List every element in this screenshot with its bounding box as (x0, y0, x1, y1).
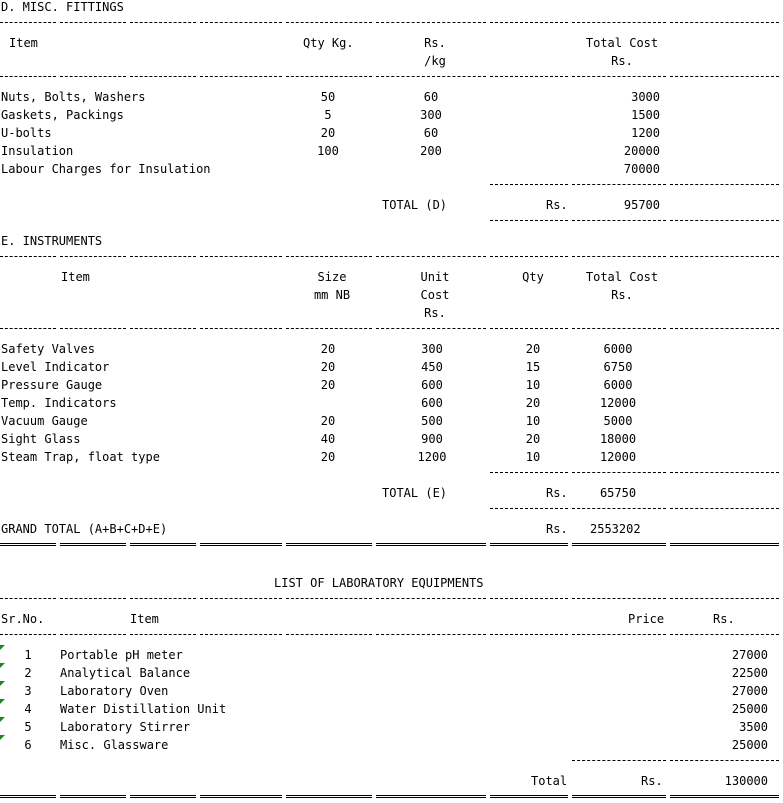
cell-border (60, 328, 126, 329)
lab-item: Water Distillation Unit (60, 702, 227, 716)
cell-border (670, 76, 779, 77)
lab-header-price: Price (628, 612, 665, 626)
instrument-qty: 20 (525, 342, 541, 356)
cell-border (286, 543, 372, 546)
cell-border (572, 760, 666, 761)
lab-price: 27000 (731, 684, 768, 698)
cell-border (572, 76, 666, 77)
cell-border (670, 184, 779, 185)
cell-border (490, 543, 568, 546)
cell-border (130, 256, 196, 257)
misc-item: Nuts, Bolts, Washers (1, 90, 146, 104)
cell-border (200, 76, 282, 77)
instruments-header-total-cost: Total Cost (585, 270, 659, 284)
cell-border (376, 543, 486, 546)
instrument-unit-cost: 500 (421, 414, 443, 428)
cell-border (670, 328, 779, 329)
cell-border (130, 543, 196, 546)
instrument-unit-cost: 600 (421, 396, 443, 410)
instruments-header-total-unit: Rs. (611, 288, 633, 302)
lab-srno: 1 (24, 648, 32, 662)
cell-border (200, 328, 282, 329)
instrument-size: 40 (320, 432, 336, 446)
instrument-item: Steam Trap, float type (1, 450, 160, 464)
cell-border (0, 634, 56, 635)
cell-border (60, 543, 126, 546)
instruments-header-size-unit: mm NB (313, 288, 351, 302)
misc-section-title: D. MISC. FITTINGS (1, 0, 124, 14)
cell-border (60, 634, 126, 635)
cell-border (0, 598, 56, 599)
cell-border (130, 795, 196, 798)
lab-price: 22500 (731, 666, 768, 680)
lab-item: Analytical Balance (60, 666, 191, 680)
cell-comment-marker-icon (0, 663, 5, 668)
instrument-total: 12000 (599, 396, 637, 410)
cell-border (376, 634, 486, 635)
cell-border (286, 598, 372, 599)
cell-border (200, 795, 282, 798)
instrument-total: 6750 (603, 360, 633, 374)
cell-border (490, 220, 568, 221)
cell-border (0, 256, 56, 257)
misc-qty: 50 (320, 90, 336, 104)
instruments-header-unit-cost: Unit (420, 270, 450, 284)
cell-border (0, 795, 56, 798)
cell-border (60, 76, 126, 77)
misc-rate: 60 (423, 126, 439, 140)
lab-total-currency: Rs. (641, 774, 663, 788)
misc-qty: 20 (320, 126, 336, 140)
cell-border (572, 328, 666, 329)
instrument-total: 12000 (599, 450, 637, 464)
cell-border (0, 328, 56, 329)
cell-border (572, 508, 666, 509)
cell-border (60, 256, 126, 257)
cell-border (200, 634, 282, 635)
cell-border (572, 543, 666, 546)
lab-srno: 2 (24, 666, 32, 680)
cell-border (670, 760, 779, 761)
cell-border (670, 634, 779, 635)
instruments-total-value: 65750 (599, 486, 637, 500)
misc-total: 1500 (631, 108, 660, 122)
cell-border (60, 598, 126, 599)
instrument-item: Temp. Indicators (1, 396, 117, 410)
cell-border (670, 795, 779, 798)
cell-border (490, 22, 568, 23)
cell-border (130, 328, 196, 329)
lab-total-value: 130000 (724, 774, 768, 788)
misc-header-qty: Qty Kg. (303, 36, 354, 50)
cell-comment-marker-icon (0, 735, 5, 740)
cell-border (286, 256, 372, 257)
misc-total-currency: Rs. (546, 198, 568, 212)
cell-border (130, 598, 196, 599)
lab-price: 25000 (731, 738, 768, 752)
cell-border (200, 256, 282, 257)
lab-total-label: Total (531, 774, 568, 788)
cell-border (200, 598, 282, 599)
misc-rate: 200 (420, 144, 442, 158)
instruments-total-label: TOTAL (E) (382, 486, 448, 500)
cell-border (0, 22, 56, 23)
cell-border (376, 76, 486, 77)
lab-item: Portable pH meter (60, 648, 183, 662)
misc-total: 20000 (623, 144, 660, 158)
cell-border (670, 22, 779, 23)
lab-price: 3500 (739, 720, 768, 734)
instruments-total-currency: Rs. (546, 486, 568, 500)
lab-item: Laboratory Stirrer (60, 720, 191, 734)
misc-header-total-cost: Total Cost (585, 36, 659, 50)
lab-srno: 6 (24, 738, 32, 752)
cell-border (286, 328, 372, 329)
instrument-unit-cost: 900 (421, 432, 443, 446)
instrument-qty: 20 (525, 396, 541, 410)
instruments-header-qty: Qty (522, 270, 544, 284)
lab-header-item: Item (130, 612, 159, 626)
lab-price: 25000 (731, 702, 768, 716)
instrument-qty: 10 (525, 414, 541, 428)
instruments-header-size: Size (317, 270, 347, 284)
cell-border (572, 598, 666, 599)
misc-qty: 5 (324, 108, 332, 122)
instrument-size: 20 (320, 378, 336, 392)
cell-border (286, 76, 372, 77)
misc-total-value: 95700 (623, 198, 660, 212)
cell-border (490, 472, 568, 473)
cell-border (670, 472, 779, 473)
cell-comment-marker-icon (0, 645, 5, 650)
cell-comment-marker-icon (0, 717, 5, 722)
misc-header-item: Item (9, 36, 38, 50)
cell-border (376, 795, 486, 798)
instrument-item: Level Indicator (1, 360, 110, 374)
instrument-size: 20 (320, 360, 336, 374)
cell-border (130, 22, 196, 23)
grand-total-currency: Rs. (546, 522, 568, 536)
cell-border (376, 328, 486, 329)
instrument-unit-cost: 300 (421, 342, 443, 356)
cell-border (490, 598, 568, 599)
cell-border (0, 76, 56, 77)
instrument-qty: 15 (525, 360, 541, 374)
cell-border (670, 220, 779, 221)
instrument-total: 6000 (603, 378, 633, 392)
cell-border (130, 634, 196, 635)
cell-border (572, 634, 666, 635)
misc-qty: 100 (317, 144, 339, 158)
misc-total: 3000 (631, 90, 660, 104)
cell-border (670, 543, 779, 546)
instrument-size: 20 (320, 414, 336, 428)
cell-comment-marker-icon (0, 699, 5, 704)
cell-comment-marker-icon (0, 681, 5, 686)
misc-total-label: TOTAL (D) (382, 198, 448, 212)
lab-item: Misc. Glassware (60, 738, 169, 752)
cell-border (130, 76, 196, 77)
instrument-unit-cost: 450 (421, 360, 443, 374)
cell-border (286, 634, 372, 635)
instrument-unit-cost: 1200 (417, 450, 447, 464)
cell-border (572, 472, 666, 473)
cell-border (572, 795, 666, 798)
instrument-item: Pressure Gauge (1, 378, 103, 392)
instrument-qty: 10 (525, 450, 541, 464)
cell-border (60, 22, 126, 23)
lab-srno: 5 (24, 720, 32, 734)
misc-header-rate-unit: /kg (424, 54, 446, 68)
lab-header-rs: Rs. (713, 612, 735, 626)
cell-border (670, 256, 779, 257)
instrument-size: 20 (320, 450, 336, 464)
cell-border (490, 256, 568, 257)
instruments-header-cost: Cost (420, 288, 450, 302)
instrument-total: 5000 (603, 414, 633, 428)
cell-border (670, 508, 779, 509)
cell-border (60, 795, 126, 798)
misc-total: 1200 (631, 126, 660, 140)
lab-header-srno: Sr.No. (1, 612, 45, 626)
instrument-total: 18000 (599, 432, 637, 446)
instruments-section-title: E. INSTRUMENTS (1, 234, 103, 248)
misc-item: Gaskets, Packings (1, 108, 124, 122)
misc-header-rate: Rs. (424, 36, 446, 50)
instrument-size: 20 (320, 342, 336, 356)
lab-section-title: LIST OF LABORATORY EQUIPMENTS (274, 576, 484, 590)
cell-border (286, 795, 372, 798)
cell-border (376, 256, 486, 257)
cell-border (490, 508, 568, 509)
instruments-header-item: Item (61, 270, 90, 284)
instrument-total: 6000 (603, 342, 633, 356)
cell-border (572, 184, 666, 185)
cell-border (490, 795, 568, 798)
cell-border (376, 22, 486, 23)
cell-border (572, 220, 666, 221)
misc-item: Labour Charges for Insulation (1, 162, 211, 176)
misc-total: 70000 (623, 162, 660, 176)
lab-price: 27000 (731, 648, 768, 662)
instrument-qty: 20 (525, 432, 541, 446)
lab-srno: 4 (24, 702, 32, 716)
instruments-header-cost-unit: Rs. (424, 306, 446, 320)
cell-border (572, 256, 666, 257)
instrument-item: Safety Valves (1, 342, 95, 356)
lab-srno: 3 (24, 684, 32, 698)
grand-total-label: GRAND TOTAL (A+B+C+D+E) (1, 522, 168, 536)
instrument-item: Vacuum Gauge (1, 414, 88, 428)
instrument-unit-cost: 600 (421, 378, 443, 392)
cell-border (490, 328, 568, 329)
instrument-qty: 10 (525, 378, 541, 392)
cell-border (670, 598, 779, 599)
misc-rate: 300 (420, 108, 442, 122)
lab-item: Laboratory Oven (60, 684, 169, 698)
cell-border (200, 22, 282, 23)
cell-border (0, 543, 56, 546)
cell-border (490, 76, 568, 77)
cell-border (490, 184, 568, 185)
cell-border (286, 22, 372, 23)
misc-header-total-unit: Rs. (611, 54, 633, 68)
misc-rate: 60 (423, 90, 439, 104)
cell-border (572, 22, 666, 23)
instrument-item: Sight Glass (1, 432, 81, 446)
grand-total-value: 2553202 (590, 522, 641, 536)
cell-border (376, 598, 486, 599)
cell-border (490, 634, 568, 635)
misc-item: U-bolts (1, 126, 52, 140)
cell-border (200, 543, 282, 546)
misc-item: Insulation (1, 144, 74, 158)
